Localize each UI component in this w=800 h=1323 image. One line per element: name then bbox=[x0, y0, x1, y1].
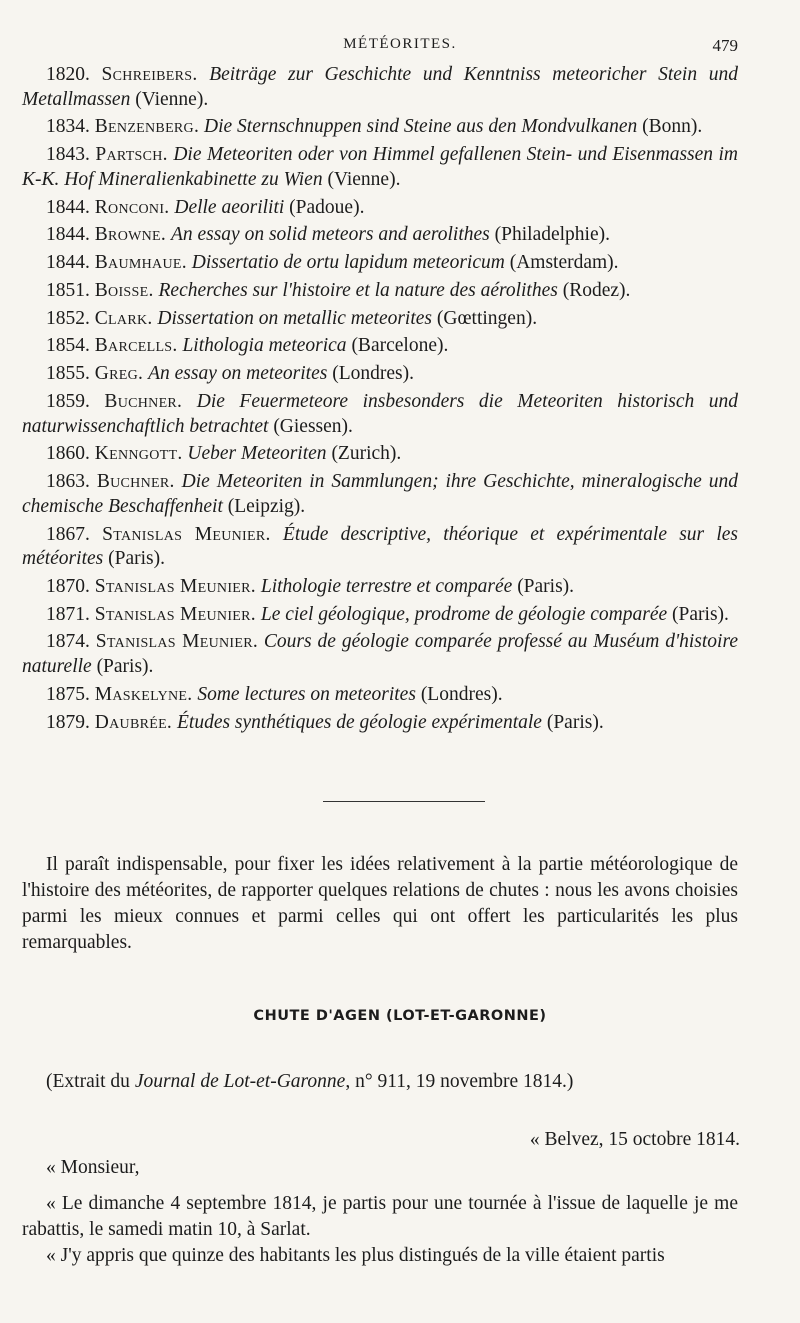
entry-title: Cours de géologie comparée professé au Muséum d'histoire naturelle bbox=[22, 631, 738, 678]
page-number: 479 bbox=[712, 36, 738, 55]
entry-year: 1871. bbox=[46, 603, 90, 625]
entry-place: (Padoue). bbox=[289, 196, 365, 218]
letter-salutation: « Monsieur, bbox=[46, 1157, 140, 1178]
entry-year: 1852. bbox=[46, 307, 90, 329]
bibliography-entry bbox=[22, 196, 738, 221]
entry-author: Maskelyne. bbox=[94, 683, 193, 705]
entry-author: Greg. bbox=[94, 363, 144, 385]
entry-author: Buchner. bbox=[104, 391, 183, 412]
entry-title: Dissertation on metallic meteorites bbox=[157, 307, 433, 329]
bibliography-entry bbox=[22, 470, 738, 519]
entry-place: (Rodez). bbox=[562, 279, 631, 301]
entry-place: (Barcelone). bbox=[351, 335, 449, 357]
entry-title: Die Sternschnuppen sind Steine aus den Mondvulkanen bbox=[204, 116, 638, 138]
entry-author: Baumhaue. bbox=[94, 252, 187, 274]
entry-place: (Paris). bbox=[96, 656, 154, 678]
letter-paragraph-1: « Le dimanche 4 septembre 1814, je partis pour une tournée à l'issue de laquelle je me rabattis, le samedi matin 10, à Sarlat. bbox=[22, 1193, 738, 1240]
extract-source bbox=[46, 1070, 746, 1094]
entry-author: Stanislas Meunier. bbox=[94, 575, 256, 597]
bibliography-entry bbox=[22, 630, 738, 679]
entry-year: 1820. bbox=[46, 64, 90, 85]
entry-author: Ronconi. bbox=[94, 196, 170, 218]
bibliography-list bbox=[22, 63, 738, 738]
bibliography-entry bbox=[22, 115, 738, 140]
entry-year: 1844. bbox=[46, 196, 90, 218]
entry-title: An essay on solid meteors and aerolithes bbox=[170, 224, 490, 246]
entry-year: 1855. bbox=[46, 363, 90, 385]
intro-paragraph: Il paraît indispensable, pour fixer les idées relativement à la partie météorologique de l'histoire des météorites, de rapporter quelques relations de chutes : nous les avons choisies parmi les mieux connues et parmi celles qui ont offert les particularités les plus remarquables. bbox=[22, 854, 738, 953]
entry-place: (Paris). bbox=[108, 548, 165, 570]
letter-paragraph-2: « J'y appris que quinze des habitants les plus distingués de la ville étaient partis bbox=[46, 1245, 665, 1266]
entry-author: Boisse. bbox=[94, 279, 154, 301]
entry-year: 1844. bbox=[46, 224, 90, 246]
entry-year: 1859. bbox=[46, 391, 90, 412]
bibliography-entry bbox=[22, 251, 738, 276]
entry-title: Dissertatio de ortu lapidum meteoricum bbox=[191, 252, 505, 274]
bibliography-entry bbox=[22, 362, 738, 387]
bibliography-entry bbox=[22, 143, 738, 192]
entry-place: (Paris). bbox=[517, 575, 575, 597]
entry-title: Études synthétiques de géologie expérimentale bbox=[176, 711, 542, 733]
entry-title: Die Feuermeteore insbesonders die Meteoriten historisch und naturwissenchaftlich betrachtet bbox=[22, 391, 738, 437]
entry-title: Le ciel géologique, prodrome de géologie comparée bbox=[260, 603, 668, 625]
entry-place: (Bonn). bbox=[642, 116, 703, 138]
entry-place: (Vienne). bbox=[135, 88, 209, 110]
entry-place: (Leipzig). bbox=[227, 495, 306, 517]
entry-title: Delle aeoriliti bbox=[174, 196, 285, 218]
bibliography-entry bbox=[22, 523, 738, 572]
entry-year: 1844. bbox=[46, 252, 90, 274]
entry-place: (Gœttingen). bbox=[436, 307, 538, 329]
entry-title: Some lectures on meteorites bbox=[197, 683, 416, 705]
entry-author: Kenngott. bbox=[94, 443, 183, 465]
entry-author: Stanislas Meunier. bbox=[94, 603, 256, 625]
entry-year: 1879. bbox=[46, 711, 90, 733]
entry-place: (Londres). bbox=[420, 683, 503, 705]
entry-author: Stanislas Meunier. bbox=[102, 523, 271, 545]
entry-year: 1851. bbox=[46, 279, 90, 301]
entry-title: Étude descriptive, théorique et expérimentale sur les météorites bbox=[22, 523, 739, 570]
entry-year: 1867. bbox=[46, 523, 90, 545]
entry-title: An essay on meteorites bbox=[148, 363, 328, 385]
bibliography-entry bbox=[22, 575, 738, 600]
entry-title: Ueber Meteoriten bbox=[187, 443, 327, 465]
entry-year: 1863. bbox=[46, 471, 90, 493]
page-header bbox=[0, 34, 800, 56]
entry-author: Schreibers. bbox=[101, 64, 198, 85]
bibliography-entry bbox=[22, 279, 738, 304]
entry-year: 1854. bbox=[46, 335, 90, 357]
entry-title: Die Meteoriten in Sammlungen; ihre Geschichte, mineralogische und chemische Beschaffenheit bbox=[22, 471, 739, 517]
letter-dateline: « Belvez, 15 octobre 1814. bbox=[529, 1129, 740, 1150]
bibliography-entry bbox=[22, 390, 738, 439]
entry-place: (Philadelphie). bbox=[494, 224, 610, 246]
entry-year: 1834. bbox=[46, 116, 90, 138]
entry-author: Barcells. bbox=[94, 335, 178, 357]
entry-place: (Vienne). bbox=[327, 168, 401, 190]
entry-author: Browne. bbox=[94, 224, 167, 246]
entry-title: Die Meteoriten oder von Himmel gefallenen Stein- und Eisenmassen im K-K. Hof Mineralienkabinette zu Wien bbox=[22, 144, 739, 190]
entry-year: 1860. bbox=[46, 443, 90, 465]
entry-author: Benzenberg. bbox=[94, 116, 200, 138]
entry-title: Beiträge zur Geschichte und Kenntniss meteoricher Stein und Metallmassen bbox=[22, 64, 738, 110]
entry-title: Recherches sur l'histoire et la nature des aérolithes bbox=[158, 279, 558, 301]
entry-place: (Amsterdam). bbox=[509, 252, 619, 274]
entry-year: 1870. bbox=[46, 575, 90, 597]
bibliography-entry bbox=[22, 307, 738, 332]
journal-name: Journal de Lot-et-Garonne bbox=[134, 1071, 346, 1092]
bibliography-entry bbox=[22, 63, 738, 112]
bibliography-entry bbox=[22, 711, 738, 736]
entry-author: Stanislas Meunier. bbox=[95, 631, 259, 653]
entry-author: Buchner. bbox=[96, 471, 175, 493]
entry-title: Lithologia meteorica bbox=[182, 335, 347, 357]
entry-author: Partsch. bbox=[95, 144, 168, 166]
entry-place: (Giessen). bbox=[273, 415, 353, 437]
entry-year: 1875. bbox=[46, 683, 90, 705]
section-divider bbox=[323, 801, 485, 802]
entry-title: Lithologie terrestre et comparée bbox=[260, 575, 513, 597]
entry-year: 1843. bbox=[46, 144, 90, 166]
bibliography-entry bbox=[22, 683, 738, 708]
extract-prefix: (Extrait du bbox=[46, 1071, 135, 1092]
extract-suffix: , n° 911, 19 novembre 1814.) bbox=[345, 1071, 574, 1092]
entry-place: (Paris). bbox=[672, 603, 729, 625]
entry-place: (Londres). bbox=[332, 363, 414, 385]
entry-author: Daubrée. bbox=[94, 711, 173, 733]
entry-place: (Zurich). bbox=[331, 443, 402, 465]
running-title: MÉTÉORITES. bbox=[343, 36, 457, 52]
bibliography-entry bbox=[22, 334, 738, 359]
section-title: CHUTE D'AGEN (LOT-ET-GARONNE) bbox=[253, 1008, 547, 1024]
bibliography-entry bbox=[22, 603, 738, 628]
entry-place: (Paris). bbox=[546, 711, 604, 733]
bibliography-entry bbox=[22, 223, 738, 248]
entry-author: Clark. bbox=[94, 307, 153, 329]
bibliography-entry bbox=[22, 442, 738, 467]
entry-year: 1874. bbox=[46, 631, 90, 653]
